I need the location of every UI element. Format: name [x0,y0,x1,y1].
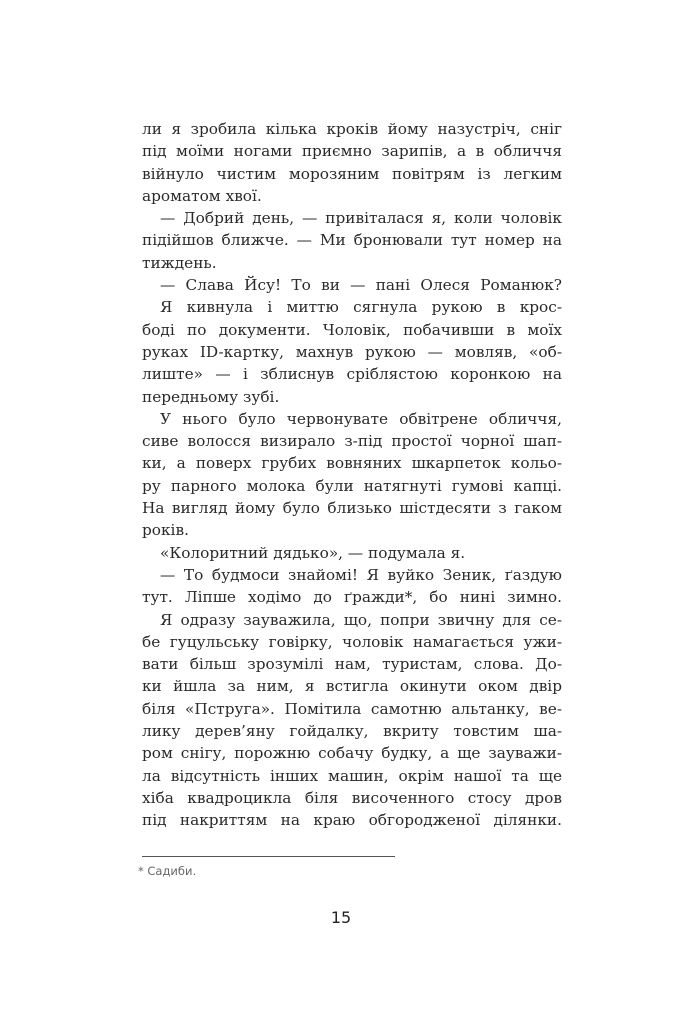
text-line: бе гуцульську говірку, чоловік намагається ужи- [142,632,562,651]
text-line: років. [142,521,189,540]
text-line: У нього було червонувате обвітрене обличчя, [160,409,562,428]
text-line: підійшов ближче. — Ми бронювали тут номер на [142,231,562,250]
text-line: лиште» — і зблиснув сріблястою коронкою на [142,365,562,384]
text-line: біля «Пструга». Помітила самотню альтанку, ве- [142,699,562,718]
text-line: боді по документи. Чоловік, побачивши в моїх [142,320,562,339]
text-line: вати більш зрозумілі нам, туристам, слова. До- [142,655,562,674]
text-line: На вигляд йому було близько шістдесяти з гаком [142,499,562,518]
text-line: ки, а поверх грубих вовняних шкарпеток кольо- [142,454,562,473]
text-line: передньому зубі. [142,387,280,406]
text-line: під моїми ногами приємно зарипів, а в обличчя [142,142,562,161]
text-line: ки йшла за ним, я встигла окинути оком двір [142,677,562,696]
text-line: «Колоритний дядько», — подумала я. [160,543,466,562]
text-line: хіба квадроцикла біля височенного стосу дров [142,788,562,807]
text-line: руках ID-картку, махнув рукою — мовляв, «об- [142,342,562,361]
text-line: — Слава Йсу! То ви — пані Олеся Романюк? [160,276,562,295]
body-text [142,118,562,832]
footnote-divider [142,856,395,857]
text-line: сиве волосся визирало з-під простої чорної шап- [142,432,562,451]
text-line: тиждень. [142,253,217,272]
text-line: ла відсутність інших машин, окрім нашої та ще [142,766,562,785]
footnote: * Садиби. [138,864,197,878]
text-line: війнуло чистим морозяним повітрям із легким [142,164,562,183]
text-line: ли я зробила кілька кроків йому назустріч, сніг [142,120,562,138]
text-line: ру парного молока були натягнуті гумові капці. [142,476,562,495]
text-line: лику дерев’яну гойдалку, вкриту товстим ша- [142,722,562,741]
text-line: під накриттям на краю обгородженої ділянки. [142,811,562,830]
text-line: Я одразу зауважила, що, попри звичну для се- [160,610,562,629]
text-line: ароматом хвої. [142,186,262,205]
page-number: 15 [330,908,352,927]
text-line: — Добрий день, — привіталася я, коли чоловік [160,209,562,228]
text-line: ром снігу, порожню собачу будку, а ще зауважи- [142,744,562,763]
text-line: — То будмоси знайомі! Я вуйко Зеник, ґаздую [160,565,562,584]
text-line: тут. Ліпше ходімо до ґражди*, бо нині зимно. [142,588,562,607]
text-line: Я кивнула і миттю сягнула рукою в крос- [160,298,562,317]
